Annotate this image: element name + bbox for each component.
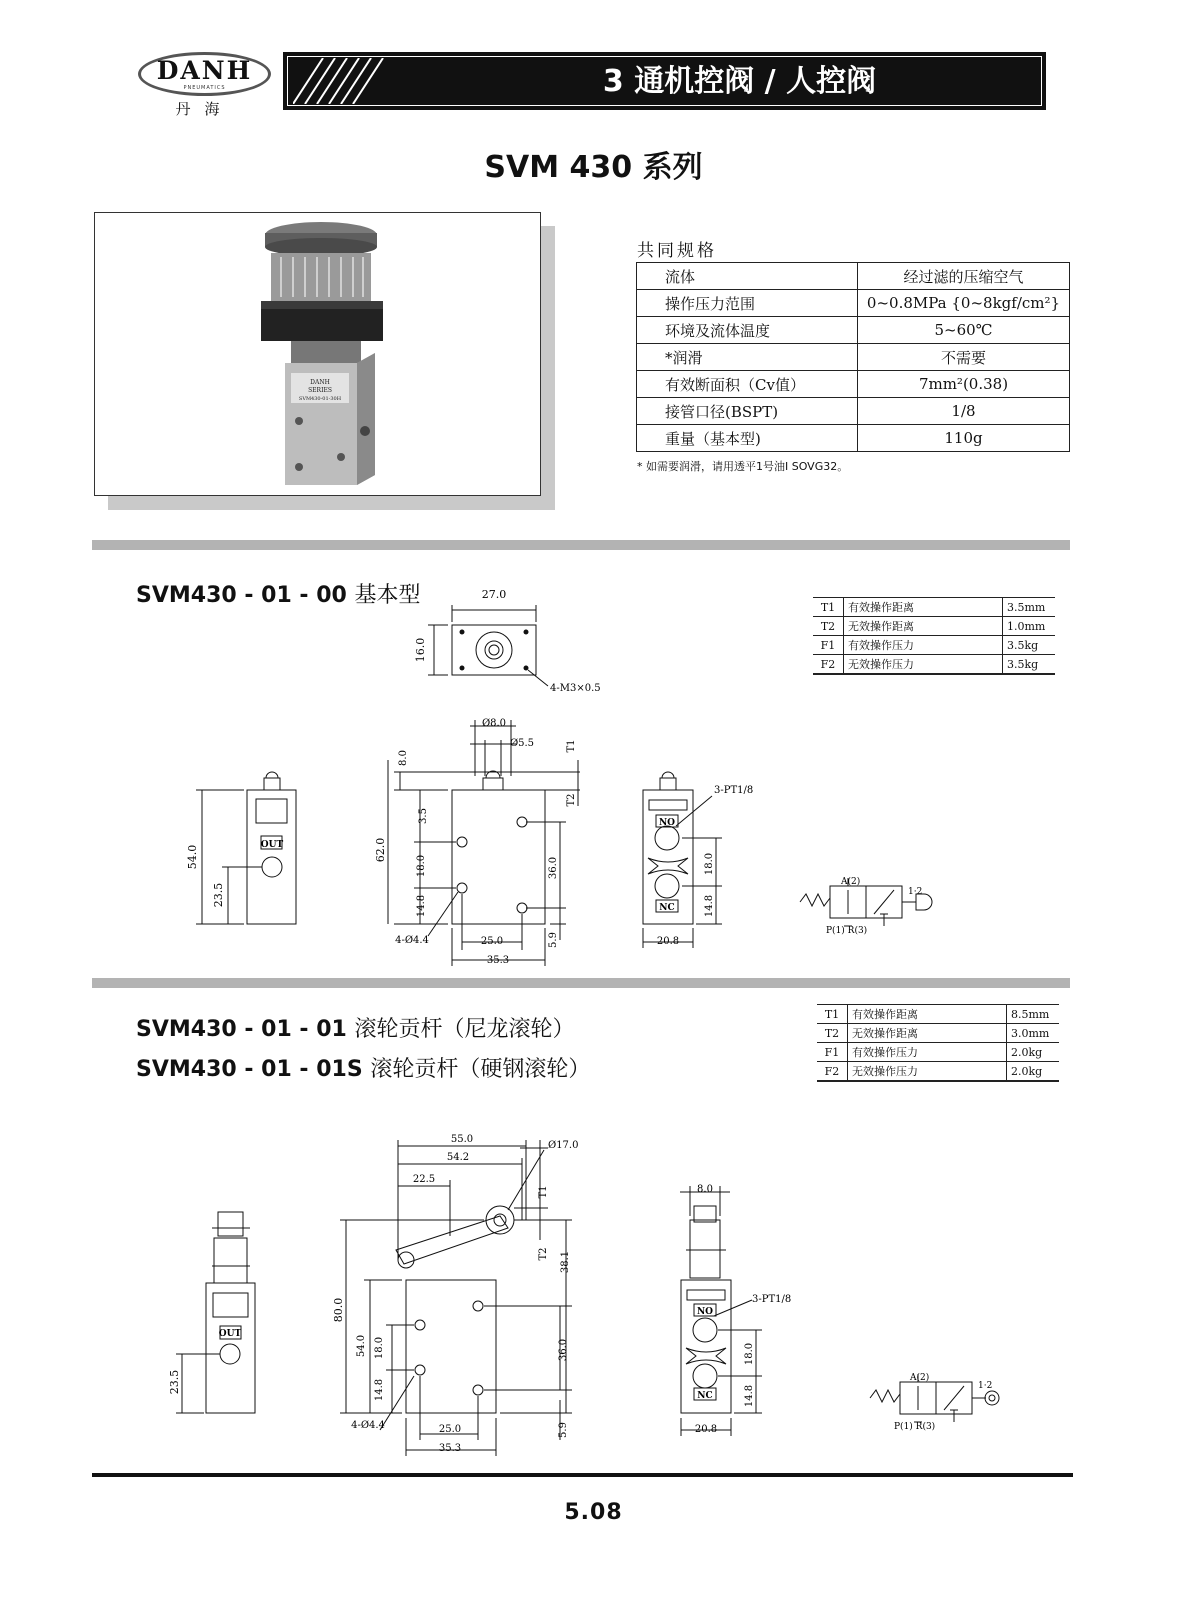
photo-label-brand: DANH bbox=[310, 379, 330, 386]
dim-t1: T1 bbox=[566, 739, 577, 753]
dim-w54-2: 54.2 bbox=[446, 1152, 470, 1163]
dim-top-width: 27.0 bbox=[481, 588, 507, 601]
page-number: 5.08 bbox=[564, 1500, 623, 1525]
op-name: 无效操作压力 bbox=[848, 1062, 1007, 1082]
dim-h14-8-2: 14.8 bbox=[374, 1378, 385, 1402]
dim-t1-2: T1 bbox=[538, 1185, 549, 1199]
table-row bbox=[637, 317, 1070, 344]
page-title: 3 通机控阀 / 人控阀 bbox=[602, 64, 877, 99]
dim-d5-5: Ø5.5 bbox=[509, 738, 535, 749]
op-name: 无效操作距离 bbox=[844, 617, 1003, 636]
dim-left-23-5: 23.5 bbox=[212, 882, 225, 908]
logo-chinese-name: 丹海 bbox=[175, 100, 234, 118]
op-value: 3.5kg bbox=[1003, 636, 1056, 655]
op-value: 2.0kg bbox=[1007, 1062, 1060, 1082]
op-code: T1 bbox=[817, 1005, 848, 1024]
op-code: T2 bbox=[813, 617, 844, 636]
right-nc-label: NC bbox=[659, 903, 675, 913]
op-code: F1 bbox=[817, 1043, 848, 1062]
spec-key: 操作压力范围 bbox=[637, 290, 858, 317]
op-value: 1.0mm bbox=[1003, 617, 1056, 636]
footer-rule bbox=[92, 1473, 1073, 1477]
dim-h36-2: 36.0 bbox=[558, 1338, 569, 1362]
spec-key: 流体 bbox=[637, 263, 858, 290]
section2-heading-2 bbox=[136, 1052, 590, 1083]
op-value: 8.5mm bbox=[1007, 1005, 1060, 1024]
photo-label-model: SVM430-01-30H bbox=[298, 396, 342, 402]
title-banner bbox=[283, 52, 1046, 110]
section2-model-2: SVM430 - 01 - 01S bbox=[136, 1057, 363, 1082]
right-no-label: NO bbox=[658, 818, 676, 828]
dim-d17: Ø17.0 bbox=[548, 1140, 579, 1151]
spec-value: 7mm²(0.38) bbox=[858, 371, 1070, 398]
spec-key: *润滑 bbox=[637, 344, 858, 371]
table-row bbox=[817, 1005, 1059, 1024]
dim-w55: 55.0 bbox=[450, 1134, 474, 1145]
right-nc-label-2: NC bbox=[697, 1391, 713, 1401]
section1-desc: 基本型 bbox=[354, 583, 421, 608]
dim-r14-8-2: 14.8 bbox=[744, 1384, 755, 1408]
symbol-a-port: A(2) bbox=[841, 877, 861, 887]
left-out-label: OUT bbox=[260, 840, 284, 850]
dim-port-2: 3-PT1/8 bbox=[752, 1294, 792, 1305]
spec-value: 110g bbox=[858, 425, 1070, 452]
op-code: F1 bbox=[813, 636, 844, 655]
dim-h62: 62.0 bbox=[374, 837, 387, 863]
product-photo bbox=[94, 212, 541, 496]
dim-t2: T2 bbox=[566, 793, 577, 807]
dim-holes: 4-Ø4.4 bbox=[395, 935, 429, 946]
dim-h36: 36.0 bbox=[548, 856, 559, 880]
table-row bbox=[637, 425, 1070, 452]
dim-r18-2: 18.0 bbox=[744, 1342, 755, 1366]
dim-h54: 54.0 bbox=[356, 1334, 367, 1358]
symbol-pr-ports: P(1) R(3) bbox=[826, 926, 868, 936]
table-row bbox=[637, 371, 1070, 398]
right-no-label-2: NO bbox=[696, 1307, 714, 1317]
dim-port: 3-PT1/8 bbox=[714, 785, 754, 796]
photo-label-series: SERIES bbox=[308, 387, 332, 394]
dim-w35-3-2: 35.3 bbox=[438, 1443, 462, 1454]
dim-left-23-5-2: 23.5 bbox=[168, 1369, 181, 1395]
op-name: 有效操作压力 bbox=[844, 636, 1003, 655]
section2-op-table bbox=[817, 1004, 1059, 1082]
op-code: F2 bbox=[817, 1062, 848, 1082]
spec-key: 接管口径(BSPT) bbox=[637, 398, 858, 425]
section2-model-1: SVM430 - 01 - 01 bbox=[136, 1017, 347, 1042]
dim-w35-3: 35.3 bbox=[486, 955, 510, 966]
dim-top-height: 16.0 bbox=[414, 637, 427, 663]
op-code: T1 bbox=[813, 598, 844, 617]
op-value: 3.5kg bbox=[1003, 655, 1056, 675]
section-divider bbox=[92, 978, 1070, 988]
spec-note: * 如需要润滑，请用透平1号油I SOVG32。 bbox=[637, 460, 849, 473]
op-name: 无效操作距离 bbox=[848, 1024, 1007, 1043]
left-out-label-2: OUT bbox=[218, 1329, 242, 1339]
op-code: F2 bbox=[813, 655, 844, 675]
valve-symbol-1 bbox=[800, 878, 932, 926]
dim-h18-2: 18.0 bbox=[374, 1336, 385, 1360]
symbol-12-2: 1·2 bbox=[978, 1381, 993, 1391]
dim-h14-8: 14.8 bbox=[416, 894, 427, 918]
table-row bbox=[637, 398, 1070, 425]
op-name: 有效操作距离 bbox=[844, 598, 1003, 617]
logo-subtext: PNEUMATICS bbox=[183, 85, 226, 91]
section2-desc-2: 滚轮贡杆（硬钢滚轮） bbox=[370, 1057, 591, 1082]
valve-illustration bbox=[95, 213, 540, 495]
op-value: 2.0kg bbox=[1007, 1043, 1060, 1062]
spec-table bbox=[636, 262, 1070, 452]
op-value: 3.0mm bbox=[1007, 1024, 1060, 1043]
section2-drawing bbox=[0, 1120, 1187, 1470]
spec-value: 0~0.8MPa {0~8kgf/cm²} bbox=[858, 290, 1070, 317]
series-title: SVM 430 系列 bbox=[484, 150, 703, 185]
dim-w22-5: 22.5 bbox=[412, 1174, 436, 1185]
symbol-12: 1·2 bbox=[908, 887, 923, 897]
section1-drawing bbox=[0, 570, 1187, 980]
spec-key: 环境及流体温度 bbox=[637, 317, 858, 344]
dim-screw: 4-M3×0.5 bbox=[550, 683, 601, 694]
dim-h8: 8.0 bbox=[398, 750, 409, 766]
dim-h18: 18.0 bbox=[416, 854, 427, 878]
section2-desc-1: 滚轮贡杆（尼龙滚轮） bbox=[354, 1017, 575, 1042]
spec-key: 重量（基本型) bbox=[637, 425, 858, 452]
dim-w8: 8.0 bbox=[697, 1184, 713, 1195]
op-name: 有效操作压力 bbox=[848, 1043, 1007, 1062]
table-row bbox=[637, 290, 1070, 317]
dim-left-54: 54.0 bbox=[186, 844, 199, 870]
dim-r14-8: 14.8 bbox=[704, 894, 715, 918]
table-row bbox=[637, 344, 1070, 371]
dim-h80: 80.0 bbox=[332, 1297, 345, 1323]
symbol-a-port-2: A(2) bbox=[910, 1373, 930, 1383]
dim-r20-8: 20.8 bbox=[656, 936, 680, 947]
danh-logo bbox=[138, 50, 273, 122]
dim-t2-2: T2 bbox=[538, 1247, 549, 1261]
dim-w25: 25.0 bbox=[480, 936, 504, 947]
dim-w25-2: 25.0 bbox=[438, 1424, 462, 1435]
dim-r18: 18.0 bbox=[704, 852, 715, 876]
spec-value: 1/8 bbox=[858, 398, 1070, 425]
op-name: 有效操作距离 bbox=[848, 1005, 1007, 1024]
section1-model: SVM430 - 01 - 00 bbox=[136, 583, 347, 608]
dim-h38-1: 38.1 bbox=[560, 1250, 571, 1274]
section-divider bbox=[92, 540, 1070, 550]
banner-stripes bbox=[293, 58, 393, 104]
spec-key: 有效断面积（Cv值） bbox=[637, 371, 858, 398]
dim-holes-2: 4-Ø4.4 bbox=[351, 1420, 385, 1431]
dim-h5-9-2: 5.9 bbox=[558, 1422, 569, 1438]
spec-value: 5~60℃ bbox=[858, 317, 1070, 344]
spec-value: 不需要 bbox=[858, 344, 1070, 371]
table-row bbox=[817, 1043, 1059, 1062]
op-value: 3.5mm bbox=[1003, 598, 1056, 617]
dim-h3-5: 3.5 bbox=[418, 808, 429, 824]
front-view-body bbox=[452, 790, 545, 924]
table-row bbox=[637, 263, 1070, 290]
section2-heading-1 bbox=[136, 1012, 575, 1043]
table-row bbox=[817, 1062, 1059, 1082]
spec-title: 共同规格 bbox=[637, 241, 717, 261]
dim-r20-8-2: 20.8 bbox=[694, 1424, 718, 1435]
spec-value: 经过滤的压缩空气 bbox=[858, 263, 1070, 290]
op-code: T2 bbox=[817, 1024, 848, 1043]
table-row bbox=[817, 1024, 1059, 1043]
dim-h5-9: 5.9 bbox=[548, 932, 559, 948]
dim-d8: Ø8.0 bbox=[481, 718, 507, 729]
symbol-pr-ports-2: P(1) R(3) bbox=[894, 1422, 936, 1432]
logo-wordmark: DANH bbox=[156, 56, 253, 85]
op-name: 无效操作压力 bbox=[844, 655, 1003, 675]
